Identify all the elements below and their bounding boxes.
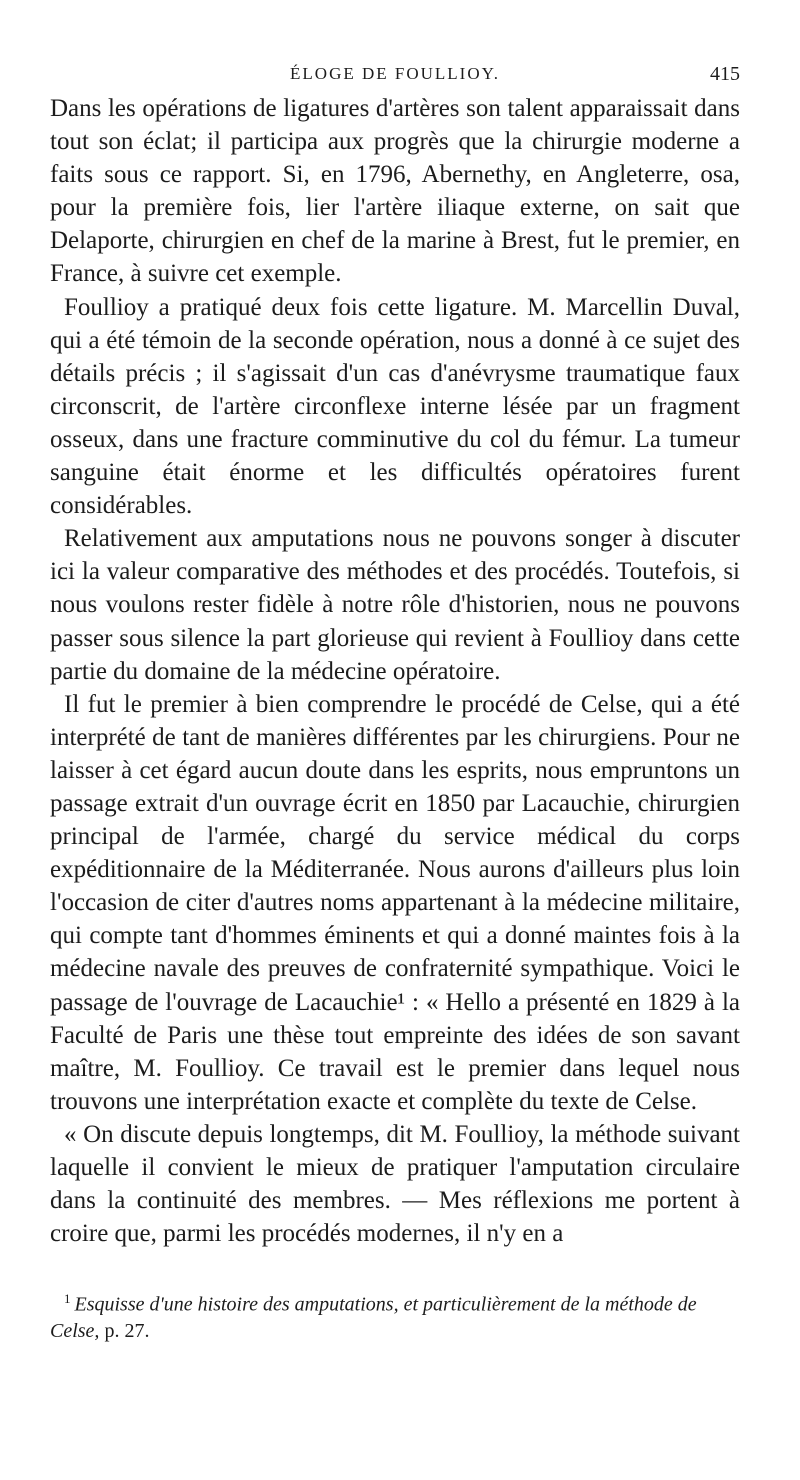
paragraph: Foullioy a pratiqué deux fois cette ligature. M. Marcellin Duval, qui a été témoin de la seconde opération, nous a donné à ce sujet des détails précis ; il s'agissait d'un cas d'anévrysme traumatique faux circonscrit, de l'artère circonflexe interne lésée par un fragment osseux, dans une fracture comminutive du col du fémur. La tumeur sanguine était énorme et les difficultés opératoires furent considérables.: [50, 293, 740, 520]
paragraph: Relativement aux amputations nous ne pouvons songer à discuter ici la valeur comparative des méthodes et des procédés. Toutefois, si nous voulons rester fidèle à notre rôle d'historien, nous ne pouvons passer sous silence la part glorieuse qui revient à Foullioy dans cette partie du domaine de la médecine opératoire.: [50, 525, 740, 685]
footnote: [50, 1286, 740, 1344]
page-header: [50, 58, 740, 92]
footnote-marker: 1: [64, 1291, 71, 1307]
footnote-page-ref: p. 27.: [99, 1319, 150, 1342]
footnotes: [50, 1286, 740, 1344]
paragraph: « On discute depuis longtemps, dit M. Foullioy, la méthode suivant laquelle il convient le mieux de pratiquer l'amputation circulaire dans la continuité des membres. — Mes réflexions me portent à croire que, parmi les procédés modernes, il n'y en a: [50, 1120, 740, 1248]
body-text: [50, 92, 740, 1250]
footnote-title: Esquisse d'une histoire des amputations, et particulièrement de la méthode de Celse,: [50, 1293, 697, 1342]
paragraph: Dans les opérations de ligatures d'artères son talent apparaissait dans tout son éclat; il participa aux progrès que la chirurgie moderne a faits sous ce rapport. Si, en 1796, Abernethy, en Angleterre, osa, pour la première fois, lier l'artère iliaque externe, on sait que Delaporte, chirurgien en chef de la marine à Brest, fut le premier, en France, à suivre cet exemple.: [50, 95, 740, 288]
page-number: 415: [710, 63, 740, 85]
page: [50, 58, 740, 1344]
paragraph: Il fut le premier à bien comprendre le procédé de Celse, qui a été interprété de tant de manières différentes par les chirurgiens. Pour ne laisser à cet égard aucun doute dans les esprits, nous empruntons un passage extrait d'un ouvrage écrit en 1850 par Lacauchie, chirurgien principal de l'armée, chargé du service médical du corps expéditionnaire de la Méditerranée. Nous aurons d'ailleurs plus loin l'occasion de citer d'autres noms appartenant à la médecine militaire, qui compte tant d'hommes éminents et qui a donné maintes fois à la médecine navale des preuves de confraternité sympathique. Voici le passage de l'ouvrage de Lacauchie¹ : « Hello a présenté en 1829 à la Faculté de Paris une thèse tout empreinte des idées de son savant maître, M. Foullioy. Ce travail est le premier dans lequel nous trouvons une interprétation exacte et complète du texte de Celse.: [50, 690, 740, 1115]
running-head: ÉLOGE DE FOULLIOY.: [290, 64, 500, 83]
